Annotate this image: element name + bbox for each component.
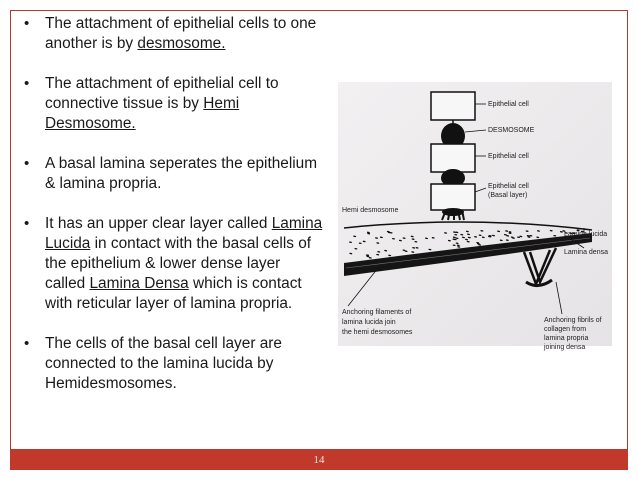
label-anchoring-fibrils-line2: collagen from — [544, 326, 587, 333]
label-anchoring-fibrils-line4: joining densa — [544, 344, 586, 351]
bullet-text: The cells of the basal cell layer are connected to the lamina lucida by Hemidesmosomes. — [45, 335, 282, 392]
bullet-list — [24, 14, 324, 394]
label-basal-layer: (Basal layer) — [488, 192, 528, 199]
bullet-underlined-text: desmosome. — [137, 35, 226, 52]
bullet-text: which is contact with reticular layer of lamina propria. — [45, 275, 302, 312]
label-anchoring-filaments-line1: Anchoring filaments of — [342, 309, 412, 316]
bullet-item — [24, 214, 324, 314]
bullet-underlined-text: Lamina Densa — [89, 275, 189, 292]
bullet-text: in contact with the basal cells of the epithelium & lower dense layer called — [45, 235, 312, 292]
bullet-text: A basal lamina seperates the epithelium & lamina propria. — [45, 155, 318, 192]
bullet-text: It has an upper clear layer called — [45, 215, 272, 232]
bullet-item — [24, 14, 324, 54]
bullet-underlined-text: Hemi Desmosome. — [45, 95, 240, 132]
epithelial-cell-top — [431, 92, 475, 120]
label-anchoring-filaments-line3: the hemi desmosomes — [342, 329, 413, 336]
diagram-background — [338, 82, 612, 346]
label-epithelial-cell-1: Epithelial cell — [488, 101, 529, 108]
label-lamina-densa: Lamina densa — [564, 249, 608, 256]
page-number: 14 — [313, 454, 325, 466]
bullet-text: The attachment of epithelial cell to connective tissue is by — [45, 75, 279, 112]
epithelial-cell-basal — [431, 184, 475, 210]
bullet-item — [24, 334, 324, 394]
label-lamina-lucida: Lamina lucida — [564, 231, 608, 238]
bullet-item — [24, 74, 324, 134]
label-anchoring-fibrils-line1: Anchoring fibrils of — [544, 317, 602, 324]
bullet-underlined-text: Lamina Lucida — [45, 215, 323, 252]
label-anchoring-fibrils-line3: lamina propria — [544, 335, 589, 342]
label-epithelial-cell-2: Epithelial cell — [488, 153, 529, 160]
label-anchoring-filaments-line2: lamina lucida join — [342, 319, 396, 326]
bullet-item — [24, 154, 324, 194]
label-hemi-desmosome: Hemi desmosome — [342, 207, 399, 214]
basal-lamina-diagram — [338, 82, 612, 351]
bullet-text: The attachment of epithelial cells to one another is by — [45, 15, 317, 52]
label-epithelial-cell-3: Epithelial cell — [488, 183, 529, 190]
hemidesmosome-shape — [442, 208, 464, 216]
epithelial-cell-middle — [431, 144, 475, 172]
label-desmosome: DESMOSOME — [488, 127, 535, 134]
footer-bar — [10, 450, 628, 470]
